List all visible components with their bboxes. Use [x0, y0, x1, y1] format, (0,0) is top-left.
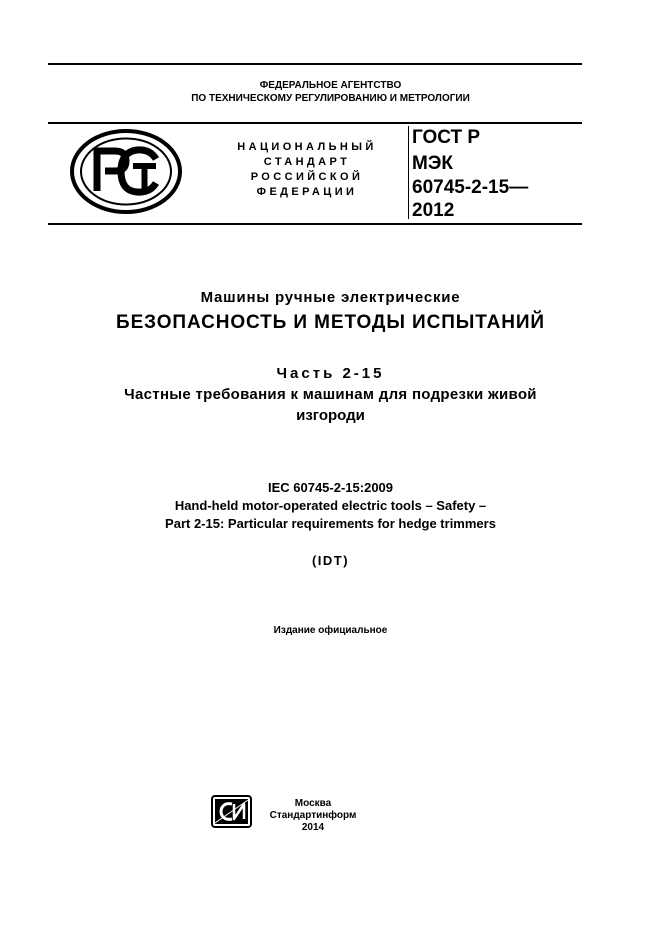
publisher-name: Стандартинформ: [269, 810, 357, 821]
designation-divider: [408, 126, 409, 219]
header-rule: [48, 122, 582, 124]
iec-title-line-1: Hand-held motor-operated electric tools – Safety –: [174, 498, 487, 513]
national-standard-line-4: ФЕДЕРАЦИИ: [256, 186, 358, 198]
designation-line-3: 60745-2-15—: [412, 177, 529, 198]
designation-line-4: 2012: [412, 200, 455, 221]
title-part: Часть 2-15: [276, 365, 385, 382]
designation-line-1: ГОСТ Р: [412, 127, 481, 148]
agency-line-2: ПО ТЕХНИЧЕСКОМУ РЕГУЛИРОВАНИЮ И МЕТРОЛОГИИ: [191, 93, 470, 104]
title-group: Машины ручные электрические: [200, 289, 461, 306]
publisher-city: Москва: [294, 798, 332, 809]
iec-title-line-2: Part 2-15: Particular requirements for hedge trimmers: [165, 516, 496, 531]
iec-idt: (IDT): [311, 553, 350, 568]
national-standard-line-2: СТАНДАРТ: [263, 156, 351, 168]
designation-rule: [48, 223, 582, 225]
top-rule: [48, 63, 582, 65]
agency-line-1: ФЕДЕРАЛЬНОЕ АГЕНТСТВО: [259, 80, 402, 91]
edition-label: Издание официальное: [273, 625, 388, 636]
iec-code: IEC 60745-2-15:2009: [267, 480, 394, 495]
rst-logo-icon: [70, 129, 182, 214]
designation-line-2: МЭК: [412, 153, 453, 174]
national-standard-line-3: РОССИЙСКОЙ: [250, 171, 364, 183]
title-subtitle-line-1: Частные требования к машинам для подрезки живой: [124, 386, 537, 403]
title-main: БЕЗОПАСНОСТЬ И МЕТОДЫ ИСПЫТАНИЙ: [116, 312, 545, 333]
publisher-logo-icon: [211, 795, 252, 828]
title-subtitle-line-2: изгороди: [296, 407, 365, 424]
publisher-year: 2014: [301, 822, 325, 833]
national-standard-line-1: НАЦИОНАЛЬНЫЙ: [237, 141, 377, 153]
